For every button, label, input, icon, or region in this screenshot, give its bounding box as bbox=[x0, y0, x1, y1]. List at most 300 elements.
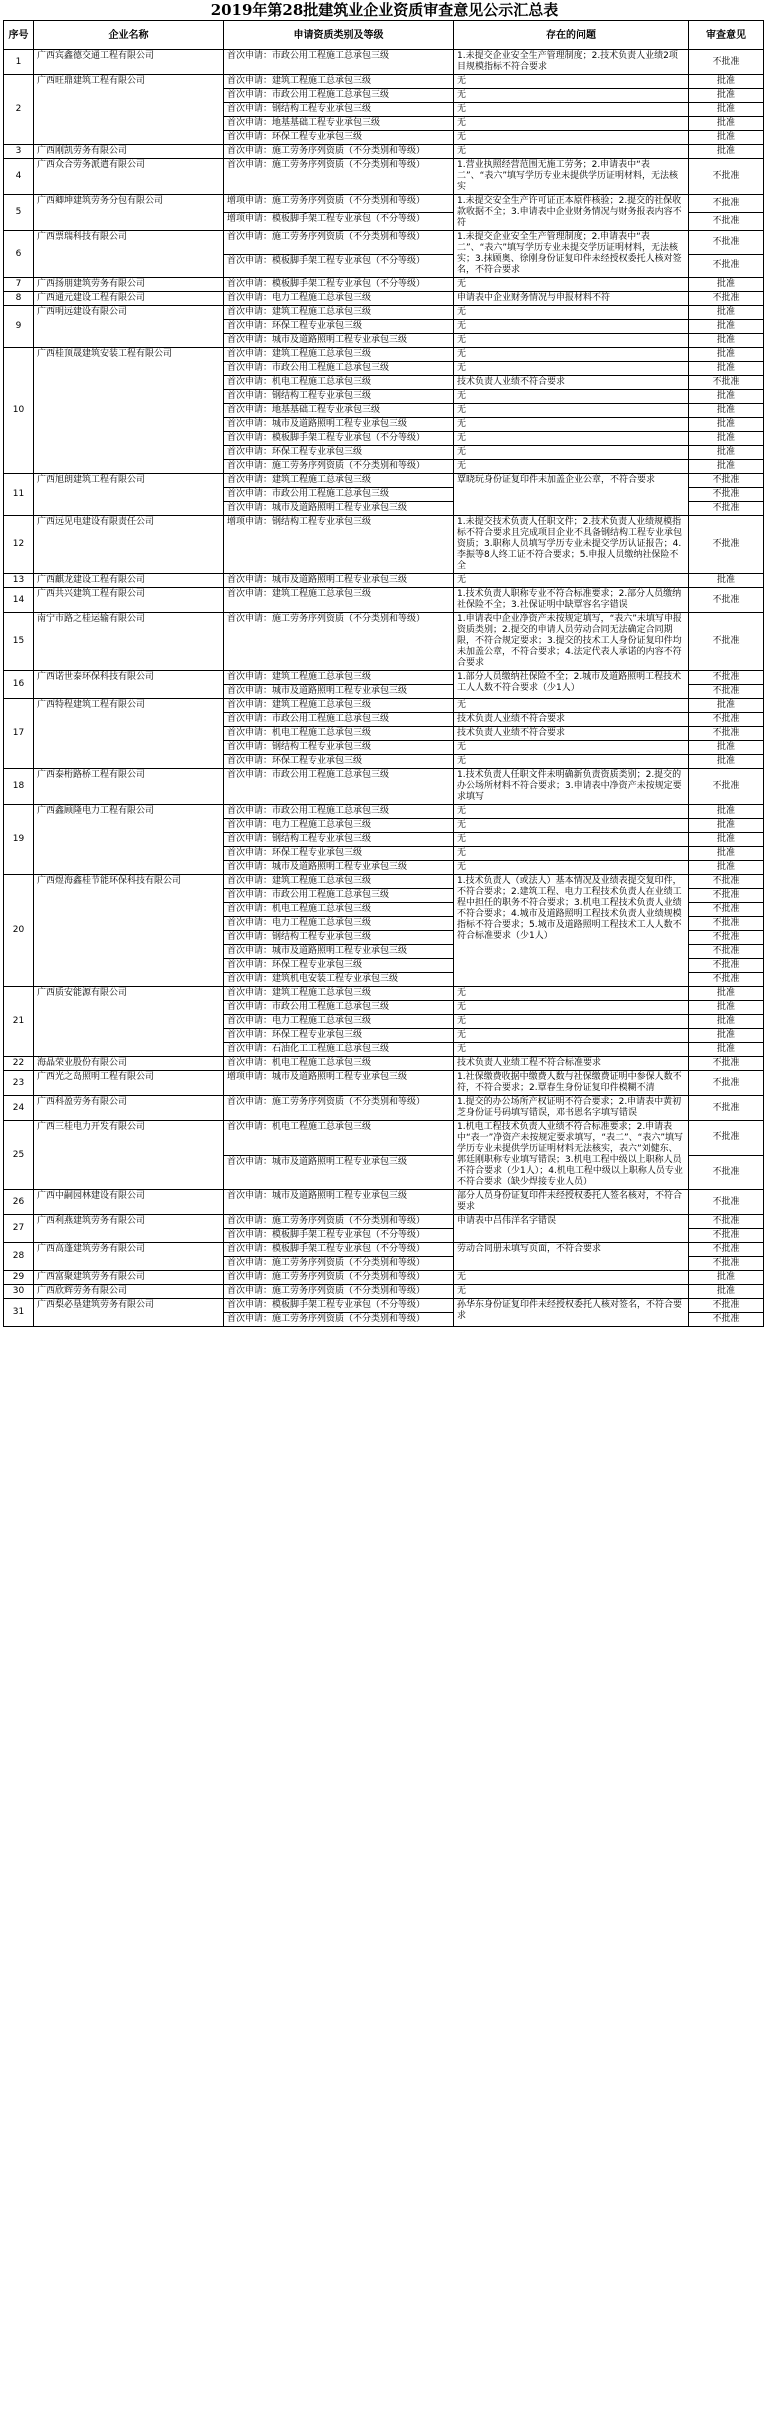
category-cell: 首次申请：施工劳务序列资质（不分类别和等级） bbox=[224, 1096, 454, 1121]
category-cell: 首次申请：电力工程施工总承包三级 bbox=[224, 292, 454, 306]
opinion-cell: 不批准 bbox=[689, 376, 764, 390]
company-name-cell: 海晶荣业股份有限公司 bbox=[34, 1057, 224, 1071]
opinion-cell: 不批准 bbox=[689, 231, 764, 255]
category-cell: 首次申请：机电工程施工总承包三级 bbox=[224, 727, 454, 741]
company-name-cell: 广西共兴建筑工程有限公司 bbox=[34, 588, 224, 613]
category-cell: 首次申请：市政公用工程施工总承包三级 bbox=[224, 1001, 454, 1015]
header-seq: 序号 bbox=[4, 21, 34, 50]
category-cell: 首次申请：施工劳务序列资质（不分类别和等级） bbox=[224, 145, 454, 159]
opinion-cell: 不批准 bbox=[689, 254, 764, 278]
issue-cell: 无 bbox=[454, 1043, 689, 1057]
seq-cell: 27 bbox=[4, 1215, 34, 1243]
company-name-cell: 广西特程建筑工程有限公司 bbox=[34, 699, 224, 769]
category-cell: 首次申请：电力工程施工总承包三级 bbox=[224, 819, 454, 833]
company-name-cell: 广西宾鑫德交通工程有限公司 bbox=[34, 50, 224, 75]
opinion-cell: 批准 bbox=[689, 75, 764, 89]
category-cell: 首次申请：城市及道路照明工程专业承包三级 bbox=[224, 418, 454, 432]
opinion-cell: 批准 bbox=[689, 103, 764, 117]
table-row bbox=[4, 1190, 764, 1215]
category-cell: 首次申请：市政公用工程施工总承包三级 bbox=[224, 889, 454, 903]
table-row bbox=[4, 987, 764, 1001]
opinion-cell: 不批准 bbox=[689, 1071, 764, 1096]
table-row bbox=[4, 195, 764, 213]
company-name-cell: 广西梨必垦建筑劳务有限公司 bbox=[34, 1299, 224, 1327]
issue-cell: 无 bbox=[454, 306, 689, 320]
category-cell: 首次申请：施工劳务序列资质（不分类别和等级） bbox=[224, 1271, 454, 1285]
opinion-cell: 不批准 bbox=[689, 474, 764, 488]
company-name-cell: 广西高蓬建筑劳务有限公司 bbox=[34, 1243, 224, 1271]
issue-cell: 1.未提交安全生产许可证正本原件核验；2.提交的社保收款收据不全；3.申请表中企业财务情况与财务报表内容不符 bbox=[454, 195, 689, 231]
category-cell: 首次申请：城市及道路照明工程专业承包三级 bbox=[224, 1155, 454, 1190]
opinion-cell: 不批准 bbox=[689, 195, 764, 213]
category-cell: 首次申请：城市及道路照明工程专业承包三级 bbox=[224, 1190, 454, 1215]
issue-cell: 无 bbox=[454, 75, 689, 89]
seq-cell: 8 bbox=[4, 292, 34, 306]
company-name-cell: 广西诺世泰环保科技有限公司 bbox=[34, 671, 224, 699]
category-cell: 首次申请：钢结构工程专业承包三级 bbox=[224, 833, 454, 847]
opinion-cell: 不批准 bbox=[689, 1096, 764, 1121]
category-cell: 首次申请：环保工程专业承包三级 bbox=[224, 131, 454, 145]
issue-cell: 无 bbox=[454, 699, 689, 713]
opinion-cell: 批准 bbox=[689, 145, 764, 159]
category-cell: 首次申请：石油化工工程施工总承包三级 bbox=[224, 1043, 454, 1057]
company-name-cell: 广西旺鼎建筑工程有限公司 bbox=[34, 75, 224, 145]
issue-cell: 1.未提交技术负责人任职文件；2.技术负责人业绩规模指标不符合要求且完成项目企业不具备钢结构工程专业承包资质；3.职称人员填写学历专业未提交学历认证报告；4.李振等8人终工证不符合要求；5.申报人员缴纳社保险不全 bbox=[454, 516, 689, 574]
opinion-cell: 不批准 bbox=[689, 1215, 764, 1229]
table-row bbox=[4, 1121, 764, 1156]
seq-cell: 30 bbox=[4, 1285, 34, 1299]
seq-cell: 2 bbox=[4, 75, 34, 145]
table-row bbox=[4, 805, 764, 819]
issue-cell: 无 bbox=[454, 320, 689, 334]
company-name-cell: 广西通元建设工程有限公司 bbox=[34, 292, 224, 306]
opinion-cell: 批准 bbox=[689, 819, 764, 833]
opinion-cell: 批准 bbox=[689, 1015, 764, 1029]
opinion-cell: 批准 bbox=[689, 306, 764, 320]
seq-cell: 22 bbox=[4, 1057, 34, 1071]
opinion-cell: 不批准 bbox=[689, 502, 764, 516]
seq-cell: 3 bbox=[4, 145, 34, 159]
issue-cell: 无 bbox=[454, 390, 689, 404]
category-cell: 首次申请：模板脚手架工程专业承包（不分等级） bbox=[224, 278, 454, 292]
category-cell: 首次申请：建筑工程施工总承包三级 bbox=[224, 75, 454, 89]
seq-cell: 18 bbox=[4, 769, 34, 805]
category-cell: 首次申请：施工劳务序列资质（不分类别和等级） bbox=[224, 1285, 454, 1299]
issue-cell: 1.未提交企业安全生产管理制度；2.技术负责人业绩2项目规模指标不符合要求 bbox=[454, 50, 689, 75]
category-cell: 首次申请：施工劳务序列资质（不分类别和等级） bbox=[224, 1215, 454, 1229]
opinion-cell: 批准 bbox=[689, 987, 764, 1001]
category-cell: 首次申请：环保工程专业承包三级 bbox=[224, 847, 454, 861]
issue-cell: 无 bbox=[454, 805, 689, 819]
opinion-cell: 批准 bbox=[689, 432, 764, 446]
seq-cell: 6 bbox=[4, 231, 34, 278]
opinion-cell: 批准 bbox=[689, 446, 764, 460]
category-cell: 首次申请：地基基础工程专业承包三级 bbox=[224, 117, 454, 131]
issue-cell: 1.技术负责人（或法人）基本情况及业绩表提交复印件，不符合要求；2.建筑工程、电力工程技术负责人在业绩工程中担任的职务不符合要求；3.机电工程技术负责人业绩不符合要求；4.城市及道路照明工程技术负责人业绩规模指标不符合要求；5.城市及道路照明工程技术工人人数不符合标准要求（少1人） bbox=[454, 875, 689, 987]
company-name-cell: 广西科盈劳务有限公司 bbox=[34, 1096, 224, 1121]
table-row bbox=[4, 75, 764, 89]
seq-cell: 11 bbox=[4, 474, 34, 516]
opinion-cell: 不批准 bbox=[689, 292, 764, 306]
opinion-cell: 批准 bbox=[689, 833, 764, 847]
opinion-cell: 批准 bbox=[689, 418, 764, 432]
opinion-cell: 不批准 bbox=[689, 959, 764, 973]
opinion-cell: 批准 bbox=[689, 362, 764, 376]
issue-cell: 无 bbox=[454, 432, 689, 446]
category-cell: 首次申请：建筑工程施工总承包三级 bbox=[224, 671, 454, 685]
issue-cell: 无 bbox=[454, 89, 689, 103]
category-cell: 首次申请：建筑工程施工总承包三级 bbox=[224, 699, 454, 713]
category-cell: 首次申请：市政公用工程施工总承包三级 bbox=[224, 89, 454, 103]
seq-cell: 25 bbox=[4, 1121, 34, 1190]
table-row bbox=[4, 1057, 764, 1071]
category-cell: 首次申请：机电工程施工总承包三级 bbox=[224, 1121, 454, 1156]
table-row bbox=[4, 574, 764, 588]
category-cell: 首次申请：环保工程专业承包三级 bbox=[224, 755, 454, 769]
company-name-cell: 广西欣辉劳务有限公司 bbox=[34, 1285, 224, 1299]
opinion-cell: 不批准 bbox=[689, 917, 764, 931]
opinion-cell: 批准 bbox=[689, 320, 764, 334]
opinion-cell: 不批准 bbox=[689, 875, 764, 889]
issue-cell: 1.技术负责人职称专业不符合标准要求；2.部分人员缴纳社保险不全；3.社保证明中缺覃容名字错误 bbox=[454, 588, 689, 613]
opinion-cell: 不批准 bbox=[689, 613, 764, 671]
table-row bbox=[4, 50, 764, 75]
opinion-cell: 批准 bbox=[689, 460, 764, 474]
opinion-cell: 不批准 bbox=[689, 588, 764, 613]
table-row bbox=[4, 1299, 764, 1313]
seq-cell: 4 bbox=[4, 159, 34, 195]
category-cell: 首次申请：建筑工程施工总承包三级 bbox=[224, 987, 454, 1001]
issue-cell: 无 bbox=[454, 1015, 689, 1029]
opinion-cell: 不批准 bbox=[689, 889, 764, 903]
company-name-cell: 广西富聚建筑劳务有限公司 bbox=[34, 1271, 224, 1285]
table-row bbox=[4, 516, 764, 574]
opinion-cell: 批准 bbox=[689, 348, 764, 362]
category-cell: 首次申请：模板脚手架工程专业承包（不分等级） bbox=[224, 1229, 454, 1243]
category-cell: 首次申请：市政公用工程施工总承包三级 bbox=[224, 805, 454, 819]
category-cell: 首次申请：环保工程专业承包三级 bbox=[224, 959, 454, 973]
opinion-cell: 不批准 bbox=[689, 1121, 764, 1156]
table-row bbox=[4, 1071, 764, 1096]
category-cell: 首次申请：市政公用工程施工总承包三级 bbox=[224, 50, 454, 75]
issue-cell: 无 bbox=[454, 145, 689, 159]
opinion-cell: 不批准 bbox=[689, 1155, 764, 1190]
company-name-cell: 广西桂顶晟建筑安装工程有限公司 bbox=[34, 348, 224, 474]
company-name-cell: 广西扬朋建筑劳务有限公司 bbox=[34, 278, 224, 292]
issue-cell: 申请表中吕伟洋名字错误 bbox=[454, 1215, 689, 1243]
seq-cell: 13 bbox=[4, 574, 34, 588]
opinion-cell: 批准 bbox=[689, 1029, 764, 1043]
company-name-cell: 广西鑫顾隆电力工程有限公司 bbox=[34, 805, 224, 875]
company-name-cell: 广西远见电建设有限责任公司 bbox=[34, 516, 224, 574]
company-name-cell: 广西众合劳务派遣有限公司 bbox=[34, 159, 224, 195]
opinion-cell: 不批准 bbox=[689, 685, 764, 699]
table-row bbox=[4, 613, 764, 671]
issue-cell: 无 bbox=[454, 334, 689, 348]
table-row bbox=[4, 875, 764, 889]
opinion-cell: 不批准 bbox=[689, 516, 764, 574]
opinion-cell: 不批准 bbox=[689, 488, 764, 502]
issue-cell: 无 bbox=[454, 348, 689, 362]
opinion-cell: 批准 bbox=[689, 89, 764, 103]
opinion-cell: 批准 bbox=[689, 278, 764, 292]
category-cell: 首次申请：钢结构工程专业承包三级 bbox=[224, 931, 454, 945]
seq-cell: 1 bbox=[4, 50, 34, 75]
issue-cell: 无 bbox=[454, 278, 689, 292]
opinion-cell: 不批准 bbox=[689, 727, 764, 741]
issue-cell: 无 bbox=[454, 819, 689, 833]
company-name-cell: 广西旭朗建筑工程有限公司 bbox=[34, 474, 224, 516]
table-row bbox=[4, 769, 764, 805]
opinion-cell: 批准 bbox=[689, 390, 764, 404]
issue-cell: 无 bbox=[454, 103, 689, 117]
table-row bbox=[4, 348, 764, 362]
table-row bbox=[4, 159, 764, 195]
opinion-cell: 不批准 bbox=[689, 903, 764, 917]
seq-cell: 17 bbox=[4, 699, 34, 769]
seq-cell: 28 bbox=[4, 1243, 34, 1271]
category-cell: 增项申请：城市及道路照明工程专业承包三级 bbox=[224, 1071, 454, 1096]
company-name-cell: 广西票瑞科技有限公司 bbox=[34, 231, 224, 278]
issue-cell: 无 bbox=[454, 861, 689, 875]
table-row bbox=[4, 474, 764, 488]
issue-cell: 无 bbox=[454, 741, 689, 755]
company-name-cell: 广西明远建设有限公司 bbox=[34, 306, 224, 348]
category-cell: 首次申请：机电工程施工总承包三级 bbox=[224, 903, 454, 917]
seq-cell: 10 bbox=[4, 348, 34, 474]
seq-cell: 21 bbox=[4, 987, 34, 1057]
opinion-cell: 批准 bbox=[689, 847, 764, 861]
category-cell: 首次申请：机电工程施工总承包三级 bbox=[224, 376, 454, 390]
category-cell: 首次申请：建筑工程施工总承包三级 bbox=[224, 875, 454, 889]
seq-cell: 31 bbox=[4, 1299, 34, 1327]
issue-cell: 技术负责人业绩不符合要求 bbox=[454, 727, 689, 741]
company-name-cell: 南宁市路之桂运输有限公司 bbox=[34, 613, 224, 671]
company-name-cell: 广西煜海鑫桂节能环保科技有限公司 bbox=[34, 875, 224, 987]
category-cell: 首次申请：城市及道路照明工程专业承包三级 bbox=[224, 945, 454, 959]
opinion-cell: 批准 bbox=[689, 574, 764, 588]
opinion-cell: 不批准 bbox=[689, 769, 764, 805]
opinion-cell: 批准 bbox=[689, 699, 764, 713]
header-company: 企业名称 bbox=[34, 21, 224, 50]
opinion-cell: 不批准 bbox=[689, 1257, 764, 1271]
category-cell: 首次申请：电力工程施工总承包三级 bbox=[224, 917, 454, 931]
category-cell: 增项申请：施工劳务序列资质（不分类别和等级） bbox=[224, 195, 454, 213]
opinion-cell: 不批准 bbox=[689, 671, 764, 685]
category-cell: 首次申请：模板脚手架工程专业承包（不分等级） bbox=[224, 1243, 454, 1257]
category-cell: 首次申请：施工劳务序列资质（不分类别和等级） bbox=[224, 460, 454, 474]
category-cell: 首次申请：环保工程专业承包三级 bbox=[224, 320, 454, 334]
issue-cell: 孙华东身份证复印件未经授权委托人核对签名，不符合要求 bbox=[454, 1299, 689, 1327]
seq-cell: 23 bbox=[4, 1071, 34, 1096]
company-name-cell: 广西光之岛照明工程有限公司 bbox=[34, 1071, 224, 1096]
issue-cell: 1.机电工程技术负责人业绩不符合标准要求；2.申请表中“表一”净资产未按规定要求填写，“表二”、“表六”填写学历专业未提供学历证明材料无法核实，表六”刘健东、郭廷刚职称专业填写错误；3.机电工程中级以上职称人员不符合要求（少1人）；4.机电工程中级以上职称人员专业不符合要求（缺少焊接专业人员） bbox=[454, 1121, 689, 1190]
seq-cell: 19 bbox=[4, 805, 34, 875]
table-row bbox=[4, 231, 764, 255]
table-row bbox=[4, 278, 764, 292]
company-name-cell: 广西中嗣园林建设有限公司 bbox=[34, 1190, 224, 1215]
opinion-cell: 批准 bbox=[689, 741, 764, 755]
opinion-cell: 批准 bbox=[689, 861, 764, 875]
page-title: 2019年第28批建筑业企业资质审查意见公示汇总表 bbox=[210, 1, 559, 19]
seq-cell: 15 bbox=[4, 613, 34, 671]
issue-cell: 无 bbox=[454, 131, 689, 145]
issue-cell: 无 bbox=[454, 446, 689, 460]
seq-cell: 29 bbox=[4, 1271, 34, 1285]
category-cell: 首次申请：施工劳务序列资质（不分类别和等级） bbox=[224, 1257, 454, 1271]
issue-cell: 1.技术负责人任职文件未明确新负责资质类别；2.提交的办公场所材料不符合要求；3.申请表中净资产未按规定要求填写 bbox=[454, 769, 689, 805]
issue-cell: 1.未提交企业安全生产管理制度；2.申请表中“表二”、“表六”填写学历专业未提交学历证明材料，无法核实；3.抹顾奥、徐刚身份证复印件未经授权委托人核对签名，不符合要求 bbox=[454, 231, 689, 278]
issue-cell: 无 bbox=[454, 117, 689, 131]
opinion-cell: 不批准 bbox=[689, 945, 764, 959]
category-cell: 首次申请：钢结构工程专业承包三级 bbox=[224, 103, 454, 117]
issue-cell: 无 bbox=[454, 460, 689, 474]
table-row bbox=[4, 306, 764, 320]
seq-cell: 16 bbox=[4, 671, 34, 699]
opinion-cell: 不批准 bbox=[689, 1057, 764, 1071]
table-header-row bbox=[4, 21, 764, 50]
table-row bbox=[4, 1285, 764, 1299]
company-name-cell: 广西三桂电力开发有限公司 bbox=[34, 1121, 224, 1190]
category-cell: 首次申请：城市及道路照明工程专业承包三级 bbox=[224, 334, 454, 348]
issue-cell: 技术负责人业绩不符合要求 bbox=[454, 376, 689, 390]
issue-cell: 无 bbox=[454, 362, 689, 376]
category-cell: 首次申请：城市及道路照明工程专业承包三级 bbox=[224, 502, 454, 516]
category-cell: 首次申请：模板脚手架工程专业承包（不分等级） bbox=[224, 1299, 454, 1313]
category-cell: 首次申请：模板脚手架工程专业承包（不分等级） bbox=[224, 254, 454, 278]
table-row bbox=[4, 292, 764, 306]
company-name-cell: 广西卿坤建筑劳务分包有限公司 bbox=[34, 195, 224, 231]
seq-cell: 12 bbox=[4, 516, 34, 574]
issue-cell: 覃晓玩身份证复印件未加盖企业公章，不符合要求 bbox=[454, 474, 689, 516]
category-cell: 首次申请：城市及道路照明工程专业承包三级 bbox=[224, 861, 454, 875]
issue-cell: 无 bbox=[454, 755, 689, 769]
category-cell: 首次申请：模板脚手架工程专业承包（不分等级） bbox=[224, 432, 454, 446]
seq-cell: 7 bbox=[4, 278, 34, 292]
issue-cell: 无 bbox=[454, 1285, 689, 1299]
issue-cell: 劳动合同册未填写页面，不符合要求 bbox=[454, 1243, 689, 1271]
issue-cell: 无 bbox=[454, 847, 689, 861]
seq-cell: 24 bbox=[4, 1096, 34, 1121]
opinion-cell: 不批准 bbox=[689, 1313, 764, 1327]
opinion-cell: 批准 bbox=[689, 1001, 764, 1015]
table-row bbox=[4, 671, 764, 685]
opinion-cell: 批准 bbox=[689, 117, 764, 131]
category-cell: 首次申请：建筑工程施工总承包三级 bbox=[224, 348, 454, 362]
opinion-cell: 批准 bbox=[689, 1271, 764, 1285]
issue-cell: 无 bbox=[454, 833, 689, 847]
header-category: 申请资质类别及等级 bbox=[224, 21, 454, 50]
issue-cell: 无 bbox=[454, 987, 689, 1001]
company-name-cell: 广西泰桁路桥工程有限公司 bbox=[34, 769, 224, 805]
table-row bbox=[4, 1271, 764, 1285]
issue-cell: 部分人员身份证复印件未经授权委托人签名核对，不符合要求 bbox=[454, 1190, 689, 1215]
opinion-cell: 不批准 bbox=[689, 973, 764, 987]
issue-cell: 1.申请表中企业净资产未按规定填写，“表六”未填写申报资质类别；2.提交的申请人员劳动合同无法确定合同期限，不符合规定要求；3.提交的技术工人身份证复印件均未加盖公章，不符合要求；4.法定代表人承诺的内容不符合要求 bbox=[454, 613, 689, 671]
opinion-cell: 不批准 bbox=[689, 1229, 764, 1243]
issue-cell: 1.营业执照经营范围无施工劳务；2.申请表中“表二”、“表六”填写学历专业未提供学历证明材料，无法核实 bbox=[454, 159, 689, 195]
opinion-cell: 不批准 bbox=[689, 1243, 764, 1257]
opinion-cell: 批准 bbox=[689, 755, 764, 769]
issue-cell: 1.提交的办公场所产权证明不符合要求；2.申请表中黄初芝身份证号码填写错误，邓书恩名字填写错误 bbox=[454, 1096, 689, 1121]
opinion-cell: 不批准 bbox=[689, 1299, 764, 1313]
category-cell: 首次申请：施工劳务序列资质（不分类别和等级） bbox=[224, 159, 454, 195]
issue-cell: 无 bbox=[454, 418, 689, 432]
opinion-cell: 不批准 bbox=[689, 50, 764, 75]
opinion-cell: 不批准 bbox=[689, 713, 764, 727]
category-cell: 首次申请：施工劳务序列资质（不分类别和等级） bbox=[224, 613, 454, 671]
issue-cell: 无 bbox=[454, 404, 689, 418]
seq-cell: 5 bbox=[4, 195, 34, 231]
issue-cell: 无 bbox=[454, 574, 689, 588]
issue-cell: 申请表中企业财务情况与申报材料不符 bbox=[454, 292, 689, 306]
category-cell: 首次申请：市政公用工程施工总承包三级 bbox=[224, 488, 454, 502]
category-cell: 增项申请：模板脚手架工程专业承包（不分等级） bbox=[224, 213, 454, 231]
category-cell: 首次申请：机电工程施工总承包三级 bbox=[224, 1057, 454, 1071]
issue-cell: 无 bbox=[454, 1029, 689, 1043]
category-cell: 首次申请：城市及道路照明工程专业承包三级 bbox=[224, 574, 454, 588]
category-cell: 首次申请：建筑机电安装工程专业承包三级 bbox=[224, 973, 454, 987]
header-opinion: 审查意见 bbox=[689, 21, 764, 50]
category-cell: 增项申请：钢结构工程专业承包三级 bbox=[224, 516, 454, 574]
category-cell: 首次申请：城市及道路照明工程专业承包三级 bbox=[224, 685, 454, 699]
approval-summary-table bbox=[3, 20, 764, 1327]
opinion-cell: 批准 bbox=[689, 805, 764, 819]
category-cell: 首次申请：地基基础工程专业承包三级 bbox=[224, 404, 454, 418]
category-cell: 首次申请：电力工程施工总承包三级 bbox=[224, 1015, 454, 1029]
opinion-cell: 批准 bbox=[689, 1043, 764, 1057]
opinion-cell: 不批准 bbox=[689, 931, 764, 945]
company-name-cell: 广西利燕建筑劳务有限公司 bbox=[34, 1215, 224, 1243]
category-cell: 首次申请：市政公用工程施工总承包三级 bbox=[224, 362, 454, 376]
category-cell: 首次申请：施工劳务序列资质（不分类别和等级） bbox=[224, 1313, 454, 1327]
opinion-cell: 批准 bbox=[689, 131, 764, 145]
issue-cell: 1.部分人员缴纳社保险不全；2.城市及道路照明工程技术工人人数不符合要求（少1人） bbox=[454, 671, 689, 699]
company-name-cell: 广西刚凯劳务有限公司 bbox=[34, 145, 224, 159]
table-row bbox=[4, 699, 764, 713]
category-cell: 首次申请：市政公用工程施工总承包三级 bbox=[224, 713, 454, 727]
table-row bbox=[4, 588, 764, 613]
category-cell: 首次申请：环保工程专业承包三级 bbox=[224, 446, 454, 460]
table-row bbox=[4, 145, 764, 159]
issue-cell: 技术负责人业绩工程不符合标准要求 bbox=[454, 1057, 689, 1071]
table-row bbox=[4, 1096, 764, 1121]
opinion-cell: 不批准 bbox=[689, 213, 764, 231]
issue-cell: 技术负责人业绩不符合要求 bbox=[454, 713, 689, 727]
seq-cell: 14 bbox=[4, 588, 34, 613]
category-cell: 首次申请：市政公用工程施工总承包三级 bbox=[224, 769, 454, 805]
seq-cell: 26 bbox=[4, 1190, 34, 1215]
company-name-cell: 广西质安能源有限公司 bbox=[34, 987, 224, 1057]
category-cell: 首次申请：建筑工程施工总承包三级 bbox=[224, 306, 454, 320]
category-cell: 首次申请：钢结构工程专业承包三级 bbox=[224, 741, 454, 755]
issue-cell: 无 bbox=[454, 1001, 689, 1015]
opinion-cell: 不批准 bbox=[689, 1190, 764, 1215]
seq-cell: 9 bbox=[4, 306, 34, 348]
category-cell: 首次申请：环保工程专业承包三级 bbox=[224, 1029, 454, 1043]
opinion-cell: 批准 bbox=[689, 1285, 764, 1299]
seq-cell: 20 bbox=[4, 875, 34, 987]
category-cell: 首次申请：建筑工程施工总承包三级 bbox=[224, 588, 454, 613]
company-name-cell: 广西麒龙建设工程有限公司 bbox=[34, 574, 224, 588]
opinion-cell: 批准 bbox=[689, 334, 764, 348]
category-cell: 首次申请：钢结构工程专业承包三级 bbox=[224, 390, 454, 404]
issue-cell: 无 bbox=[454, 1271, 689, 1285]
table-row bbox=[4, 1215, 764, 1229]
category-cell: 首次申请：建筑工程施工总承包三级 bbox=[224, 474, 454, 488]
header-issues: 存在的问题 bbox=[454, 21, 689, 50]
opinion-cell: 批准 bbox=[689, 404, 764, 418]
